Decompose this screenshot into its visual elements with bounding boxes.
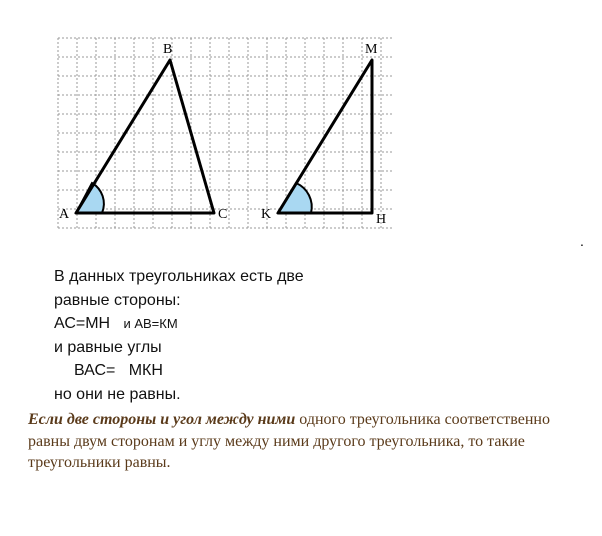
vertex-b-label: B [163, 42, 173, 57]
theorem-statement [28, 409, 568, 474]
vertex-c-label: C [218, 207, 228, 222]
vertex-m-label: M [365, 42, 378, 57]
grid [58, 38, 392, 230]
text-line-6: но они не равны. [54, 385, 181, 403]
theorem-rest: одного треугольника соответственно равны двум сторонам и углу между ними другого треугольника, то такие треугольники равны. [28, 411, 550, 471]
text-line-5: ВАС= МКН [74, 362, 163, 379]
side-equality-2: и АВ=КМ [123, 316, 178, 331]
text-line-3 [54, 312, 304, 336]
text-line-4: и равные углы [54, 338, 162, 356]
stray-dot: . [580, 233, 584, 249]
vertex-k-label: K [261, 207, 272, 222]
text-line-1: В данных треугольниках есть две [54, 268, 304, 285]
side-equality-1: АС=МН [54, 315, 111, 332]
triangle-kmh [278, 60, 372, 213]
theorem-bold: Если две стороны и угол между ними [28, 411, 296, 428]
triangles-figure [0, 0, 602, 260]
description-text [54, 265, 304, 406]
vertex-h-label: H [376, 212, 387, 227]
text-line-2: равные стороны: [54, 291, 181, 309]
vertex-a-label: A [59, 207, 70, 222]
